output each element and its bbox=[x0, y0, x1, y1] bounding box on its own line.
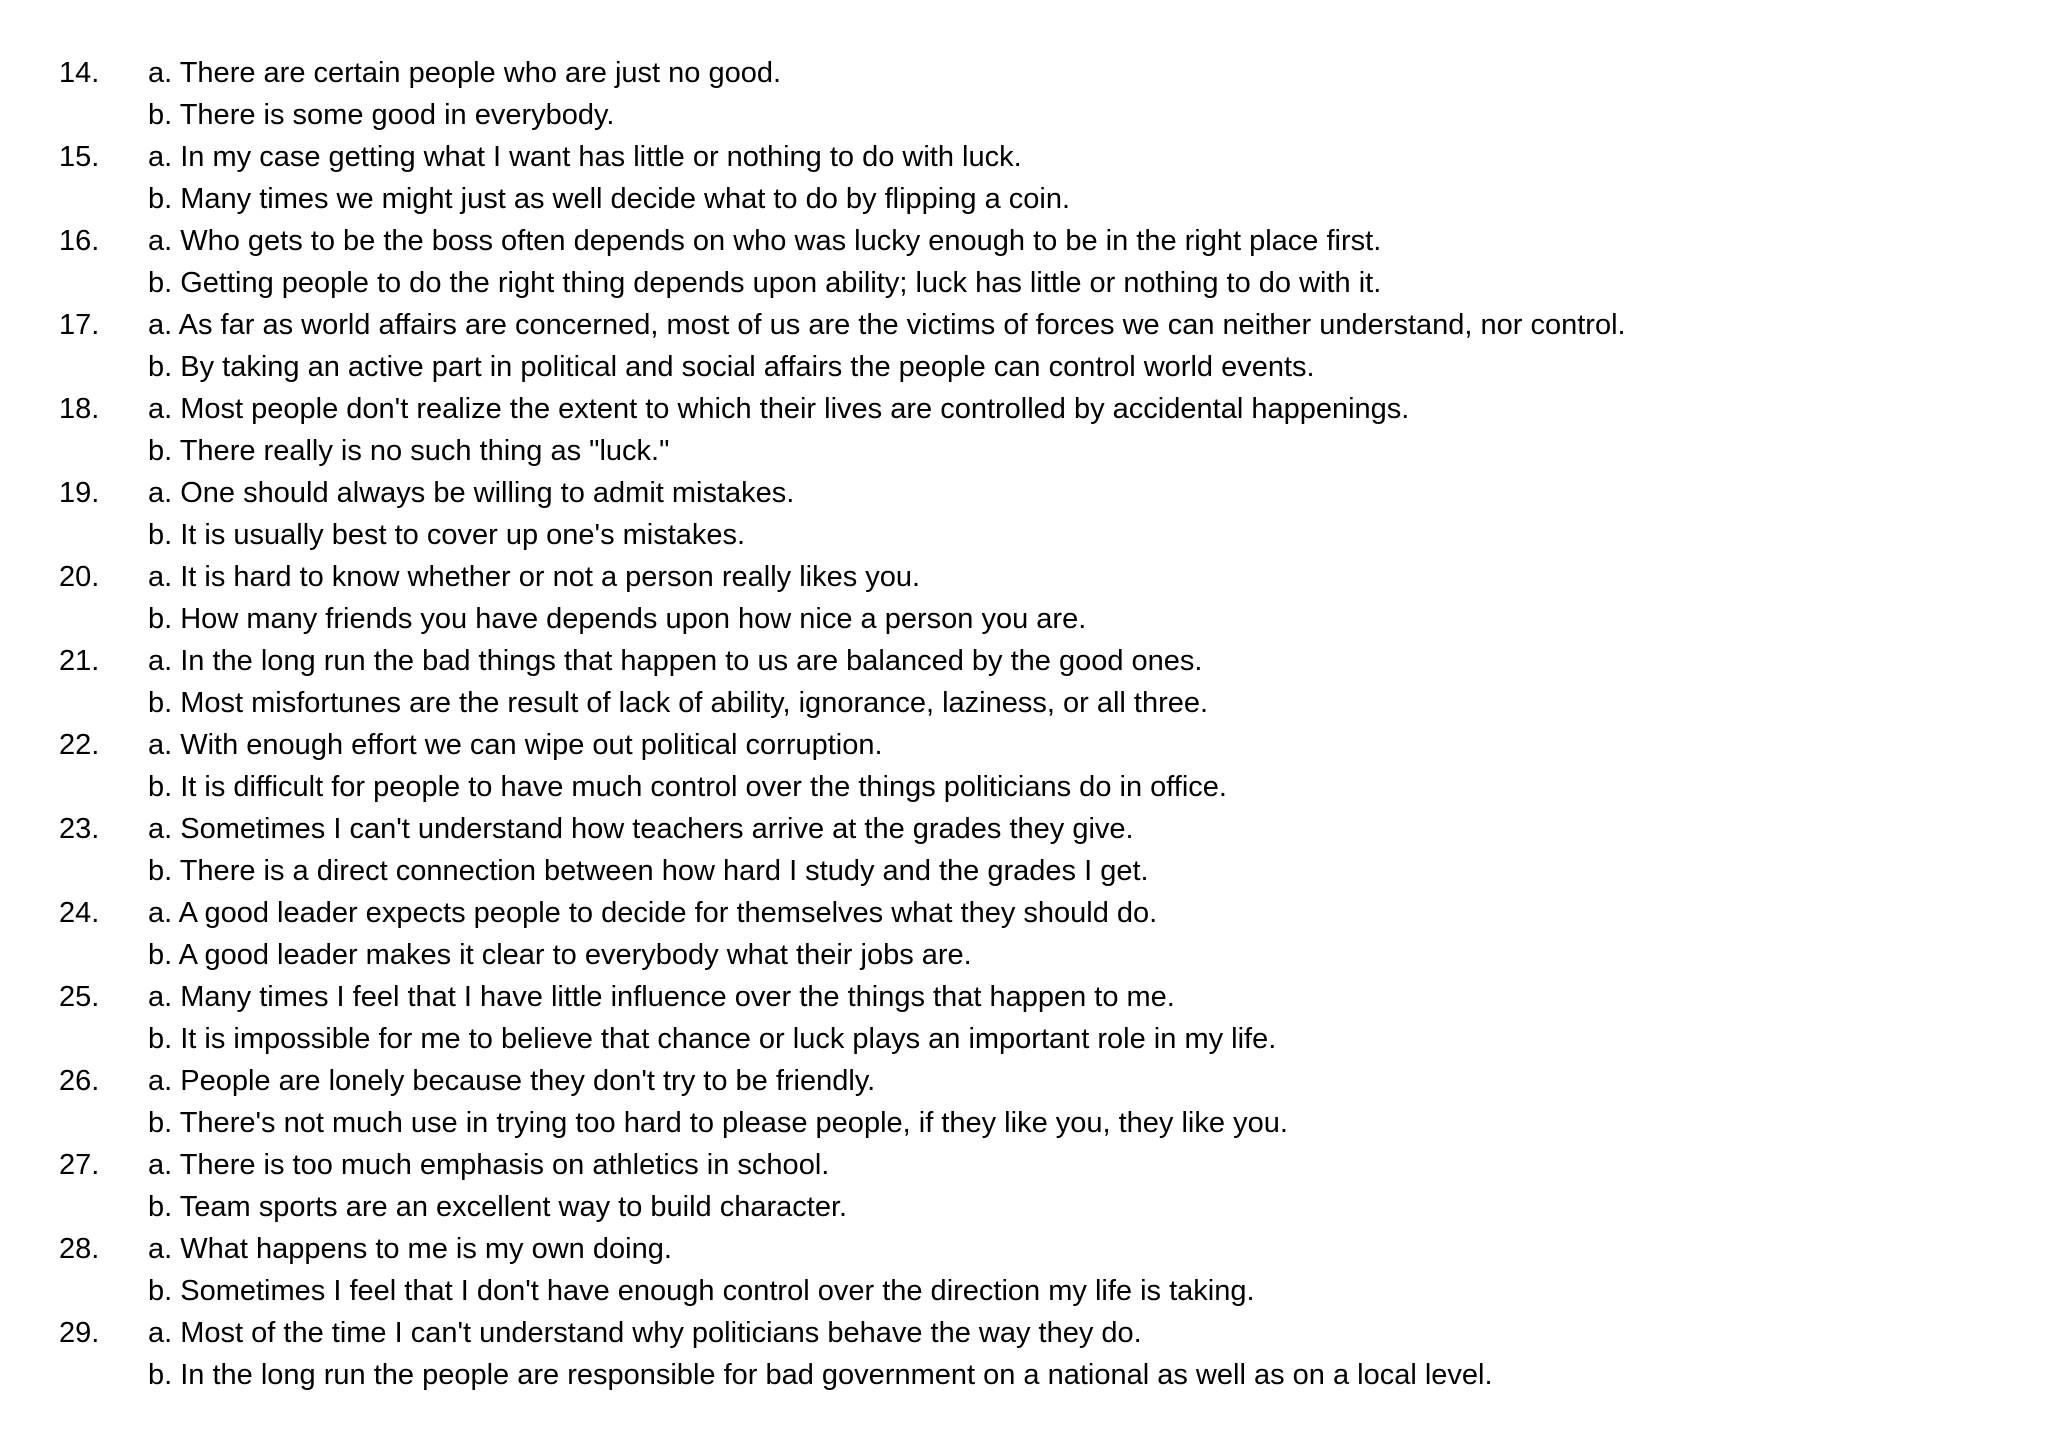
question-number: 25. bbox=[59, 981, 100, 1013]
option-a-line bbox=[0, 1312, 2048, 1354]
question-item-20 bbox=[0, 556, 2048, 640]
option-a-text: a. With enough effort we can wipe out political corruption. bbox=[148, 729, 883, 761]
option-b-line bbox=[0, 1018, 2048, 1060]
question-item-17 bbox=[0, 304, 2048, 388]
question-number: 14. bbox=[59, 57, 100, 89]
option-b-text: b. A good leader makes it clear to everybody what their jobs are. bbox=[148, 939, 972, 971]
question-number: 29. bbox=[59, 1317, 100, 1349]
option-a-line bbox=[0, 388, 2048, 430]
option-a-line bbox=[0, 52, 2048, 94]
option-a-text: a. A good leader expects people to decide for themselves what they should do. bbox=[148, 897, 1158, 929]
option-b-line bbox=[0, 934, 2048, 976]
question-item-23 bbox=[0, 808, 2048, 892]
option-a-text: a. Most people don't realize the extent to which their lives are controlled by accidental happenings. bbox=[148, 393, 1410, 425]
option-a-line bbox=[0, 808, 2048, 850]
question-item-24 bbox=[0, 892, 2048, 976]
option-b-text: b. There is a direct connection between how hard I study and the grades I get. bbox=[148, 855, 1149, 887]
option-b-line bbox=[0, 178, 2048, 220]
question-number: 19. bbox=[59, 477, 100, 509]
option-a-text: a. There are certain people who are just no good. bbox=[148, 57, 782, 89]
question-number: 20. bbox=[59, 561, 100, 593]
option-b-line bbox=[0, 514, 2048, 556]
question-number: 28. bbox=[59, 1233, 100, 1265]
option-a-line bbox=[0, 1144, 2048, 1186]
option-a-text: a. In my case getting what I want has little or nothing to do with luck. bbox=[148, 141, 1022, 173]
option-a-line bbox=[0, 724, 2048, 766]
question-number: 21. bbox=[59, 645, 100, 677]
option-b-line bbox=[0, 850, 2048, 892]
option-b-line bbox=[0, 1270, 2048, 1312]
option-b-text: b. Many times we might just as well decide what to do by flipping a coin. bbox=[148, 183, 1071, 215]
option-a-line bbox=[0, 472, 2048, 514]
option-a-line bbox=[0, 556, 2048, 598]
option-a-text: a. As far as world affairs are concerned, most of us are the victims of forces we can neither understand, nor control. bbox=[148, 309, 1626, 341]
option-b-text: b. It is usually best to cover up one's mistakes. bbox=[148, 519, 746, 551]
option-a-text: a. In the long run the bad things that happen to us are balanced by the good ones. bbox=[148, 645, 1203, 677]
option-a-line bbox=[0, 136, 2048, 178]
option-a-text: a. Most of the time I can't understand why politicians behave the way they do. bbox=[148, 1317, 1142, 1349]
option-a-line bbox=[0, 892, 2048, 934]
option-b-line bbox=[0, 1102, 2048, 1144]
option-a-text: a. There is too much emphasis on athletics in school. bbox=[148, 1149, 830, 1181]
questionnaire-page bbox=[0, 52, 2048, 1396]
option-b-text: b. There's not much use in trying too hard to please people, if they like you, they like you. bbox=[148, 1107, 1288, 1139]
option-a-text: a. People are lonely because they don't try to be friendly. bbox=[148, 1065, 876, 1097]
option-a-line bbox=[0, 1228, 2048, 1270]
option-b-line bbox=[0, 1186, 2048, 1228]
question-item-14 bbox=[0, 52, 2048, 136]
option-b-text: b. There is some good in everybody. bbox=[148, 99, 615, 131]
option-b-line bbox=[0, 346, 2048, 388]
option-b-text: b. Most misfortunes are the result of lack of ability, ignorance, laziness, or all three. bbox=[148, 687, 1209, 719]
option-b-line bbox=[0, 94, 2048, 136]
question-item-27 bbox=[0, 1144, 2048, 1228]
question-item-22 bbox=[0, 724, 2048, 808]
question-number: 24. bbox=[59, 897, 100, 929]
option-a-line bbox=[0, 304, 2048, 346]
question-item-29 bbox=[0, 1312, 2048, 1396]
option-a-line bbox=[0, 1060, 2048, 1102]
question-item-26 bbox=[0, 1060, 2048, 1144]
question-number: 15. bbox=[59, 141, 100, 173]
option-b-line bbox=[0, 1354, 2048, 1396]
option-a-text: a. Who gets to be the boss often depends on who was lucky enough to be in the right place first. bbox=[148, 225, 1382, 257]
option-b-line bbox=[0, 430, 2048, 472]
option-a-text: a. Sometimes I can't understand how teachers arrive at the grades they give. bbox=[148, 813, 1134, 845]
option-a-text: a. One should always be willing to admit mistakes. bbox=[148, 477, 795, 509]
option-b-text: b. How many friends you have depends upon how nice a person you are. bbox=[148, 603, 1087, 635]
question-number: 26. bbox=[59, 1065, 100, 1097]
question-item-15 bbox=[0, 136, 2048, 220]
question-number: 23. bbox=[59, 813, 100, 845]
question-number: 16. bbox=[59, 225, 100, 257]
question-item-16 bbox=[0, 220, 2048, 304]
option-b-line bbox=[0, 766, 2048, 808]
option-a-text: a. Many times I feel that I have little influence over the things that happen to me. bbox=[148, 981, 1175, 1013]
option-a-line bbox=[0, 976, 2048, 1018]
option-a-text: a. What happens to me is my own doing. bbox=[148, 1233, 672, 1265]
option-a-line bbox=[0, 640, 2048, 682]
option-b-line bbox=[0, 682, 2048, 724]
question-number: 17. bbox=[59, 309, 100, 341]
question-item-19 bbox=[0, 472, 2048, 556]
option-b-line bbox=[0, 262, 2048, 304]
question-number: 22. bbox=[59, 729, 100, 761]
option-b-text: b. Sometimes I feel that I don't have enough control over the direction my life is taking. bbox=[148, 1275, 1255, 1307]
option-b-line bbox=[0, 598, 2048, 640]
option-b-text: b. In the long run the people are responsible for bad government on a national as well as on a local level. bbox=[148, 1359, 1493, 1391]
option-a-line bbox=[0, 220, 2048, 262]
question-number: 27. bbox=[59, 1149, 100, 1181]
option-b-text: b. Getting people to do the right thing depends upon ability; luck has little or nothing to do with it. bbox=[148, 267, 1382, 299]
option-b-text: b. Team sports are an excellent way to build character. bbox=[148, 1191, 848, 1223]
option-b-text: b. It is difficult for people to have much control over the things politicians do in office. bbox=[148, 771, 1227, 803]
option-b-text: b. It is impossible for me to believe that chance or luck plays an important role in my life. bbox=[148, 1023, 1277, 1055]
option-b-text: b. There really is no such thing as "luck." bbox=[148, 435, 670, 467]
question-item-18 bbox=[0, 388, 2048, 472]
question-item-21 bbox=[0, 640, 2048, 724]
question-item-28 bbox=[0, 1228, 2048, 1312]
option-a-text: a. It is hard to know whether or not a person really likes you. bbox=[148, 561, 921, 593]
question-number: 18. bbox=[59, 393, 100, 425]
question-item-25 bbox=[0, 976, 2048, 1060]
option-b-text: b. By taking an active part in political and social affairs the people can control world events. bbox=[148, 351, 1315, 383]
